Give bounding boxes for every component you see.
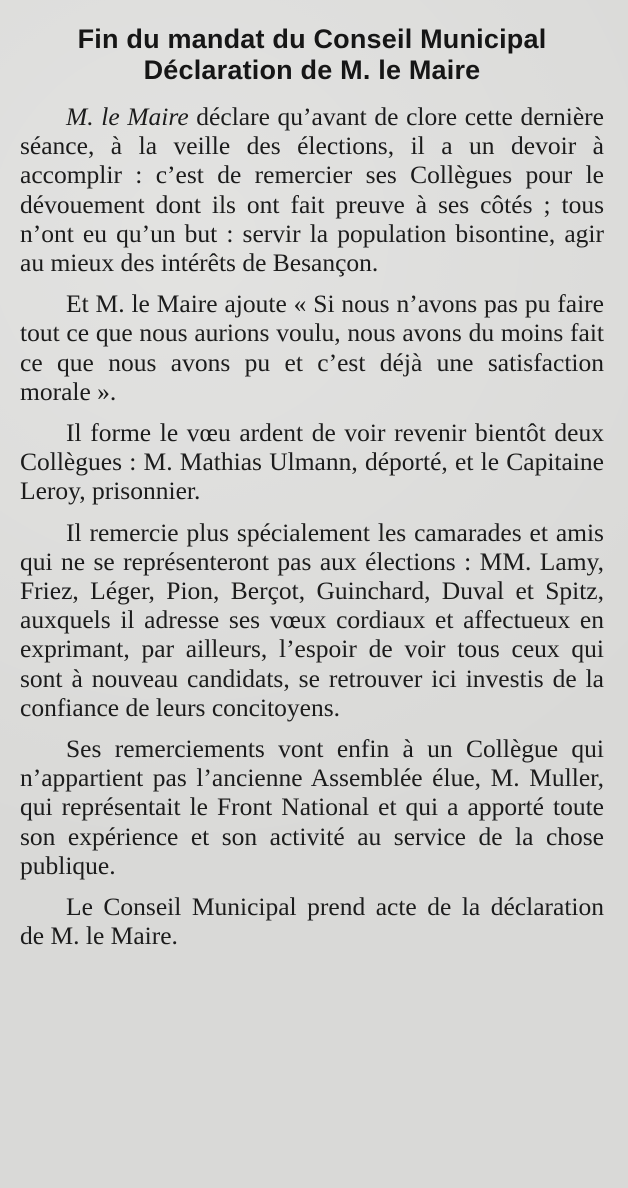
paragraph-1-lead: M. le Maire [66,102,189,131]
paragraph-4: Il remercie plus spécialement les camarades et amis qui ne se représenteront pas aux élections : MM. Lamy, Friez, Léger, Pion, Berçot, Guinchard, Duval et Spitz, auxquels il adresse ses vœux cordiaux et affectueux en exprimant, par ailleurs, l’espoir de voir tous ceux qui sont à nouveau candidats, se retrouver ici investis de la confiance de leurs concitoyens. [20,517,604,722]
headline-line-1: Fin du mandat du Conseil Municipal [77,24,547,54]
paragraph-5: Ses remerciements vont enfin à un Collègue qui n’appartient pas l’ancienne Assemblée élue, M. Muller, qui représentait le Front National et qui a apporté toute son expérience et son activité au service de la chose publique. [20,734,604,880]
paragraph-1 [20,102,604,277]
paragraph-2: Et M. le Maire ajoute « Si nous n’avons pas pu faire tout ce que nous aurions voulu, nous avons du moins fait ce que nous avons pu et c’est déjà une satisfaction morale ». [20,289,604,406]
headline [20,24,604,86]
paragraph-1-text: déclare qu’avant de clore cette dernière séance, à la veille des élections, il a un devoir à accomplir : c’est de remercier ses Collègues pour le dévouement dont ils ont fait preuve à ses côtés ; tous n’ont eu qu’un but : servir la population bisontine, agir au mieux des intérêts de Besançon. [20,102,604,278]
paragraph-3: Il forme le vœu ardent de voir revenir bientôt deux Collègues : M. Mathias Ulmann, déporté, et le Capitaine Leroy, prisonnier. [20,418,604,506]
article-body [20,102,604,950]
paragraph-6: Le Conseil Municipal prend acte de la déclaration de M. le Maire. [20,892,604,951]
headline-line-2: Déclaration de M. le Maire [143,55,481,85]
